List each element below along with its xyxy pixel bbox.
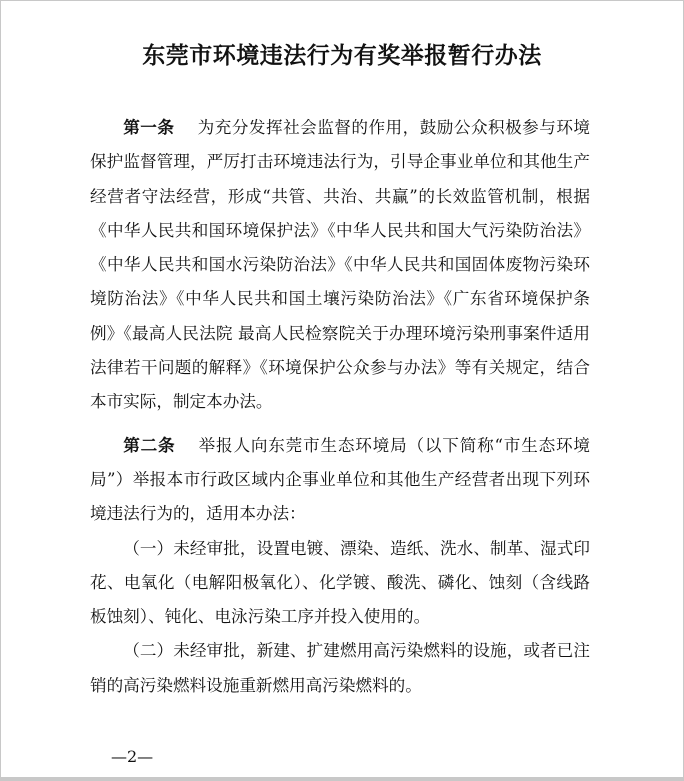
page-number: —2— [111, 747, 154, 766]
document-body [90, 111, 590, 703]
article-1-text: 为充分发挥社会监督的作用，鼓励公众积极参与环境保护监督管理，严厉打击环境违法行为，引导企事业单位和其他生产经营者守法经营，形成“共管、共治、共赢”的长效监管机制，根据《中华人民共和国环境保护法》《中华人民共和国大气污染防治法》《中华人民共和国水污染防治法》《中华人民共和国固体废物污染环境防治法》《中华人民共和国土壤污染防治法》《广东省环境保护条例》《最高人民法院 最高人民检察院关于办理环境污染刑事案件适用法律若干问题的解释》《环境保护公众参与办法》等有关规定，结合本市实际，制定本办法。 [90, 118, 591, 412]
article-2-text: 举报人向东莞市生态环境局（以下简称“市生态环境局”）举报本市行政区域内企事业单位和其他生产经营者出现下列环境违法行为的，适用本办法： [90, 435, 591, 524]
article-2-item-1: （一）未经审批，设置电镀、漂染、造纸、洗水、制革、湿式印花、电氧化（电解阳极氧化）、化学镀、酸洗、磷化、蚀刻（含线路板蚀刻）、钝化、电泳污染工序并投入使用的。 [90, 538, 590, 627]
document-title: 东莞市环境违法行为有奖举报暂行办法 [142, 43, 542, 69]
page-border-left [0, 0, 1, 781]
article-1-label: 第一条 [123, 118, 175, 137]
article-2-label: 第二条 [123, 435, 176, 455]
article-1 [90, 111, 590, 420]
page-border-bottom [0, 777, 684, 781]
page-border-top [0, 0, 684, 1]
article-2 [90, 429, 590, 532]
article-2-item-2: （二）未经审批，新建、扩建燃用高污染燃料的设施，或者已注销的高污染燃料设施重新燃用高污染燃料的。 [90, 641, 590, 695]
